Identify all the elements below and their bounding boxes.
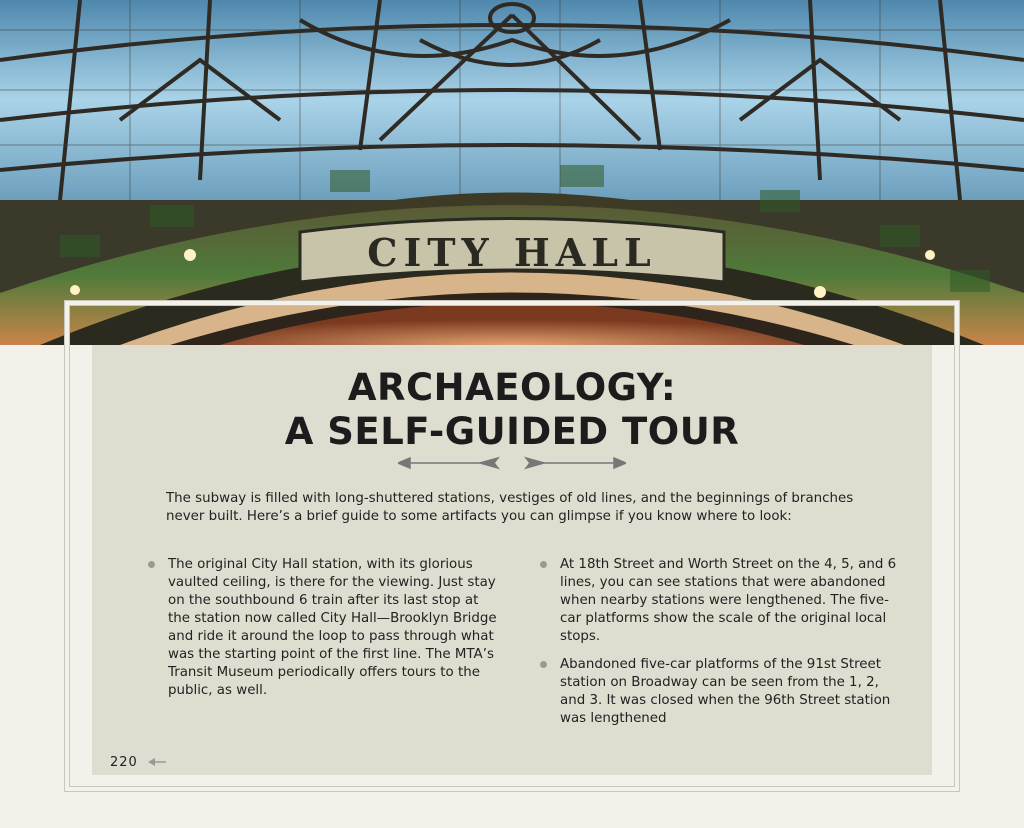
list-item-text: At 18th Street and Worth Street on the 4, 5, and 6 lines, you can see stations that were abandoned when nearby stations were lengthened. The five-car platforms show the scale of the original local stops.	[560, 557, 897, 644]
city-hall-station-photo	[0, 0, 1024, 345]
bullet-icon	[540, 661, 547, 668]
list-item	[560, 656, 900, 728]
title-line-1: ARCHAEOLOGY:	[347, 366, 677, 409]
vaulted-ceiling-illustration	[0, 0, 1024, 345]
right-column	[560, 556, 900, 738]
page-number: 220	[110, 755, 138, 770]
arrow-left-icon	[148, 757, 166, 767]
list-item-text: Abandoned five-car platforms of the 91st Street station on Broadway can be seen from the 1, 2, and 3. It was closed when the 96th Street station was lengthened	[560, 657, 891, 726]
list-item	[560, 556, 900, 646]
arrow-divider-icon	[398, 456, 626, 470]
page-title	[92, 366, 932, 454]
list-item-text: The original City Hall station, with its glorious vaulted ceiling, is there for the viewing. Just stay on the southbound 6 train after its last stop at the station now called City Hall—Brooklyn Bridge and ride it around the loop to pass through what was the starting point of the first line. The MTA’s Transit Museum periodically offers tours to the public, as well.	[168, 557, 497, 698]
bullet-icon	[540, 561, 547, 568]
title-line-2: A SELF-GUIDED TOUR	[284, 410, 740, 453]
bullet-icon	[148, 561, 155, 568]
left-column	[168, 556, 498, 710]
city-hall-sign-text: CITY HALL	[367, 230, 657, 275]
intro-paragraph: The subway is filled with long-shuttered stations, vestiges of old lines, and the beginnings of branches never built. Here’s a brief guide to some artifacts you can glimpse if you know where to look:	[166, 491, 854, 524]
list-item	[168, 556, 498, 700]
